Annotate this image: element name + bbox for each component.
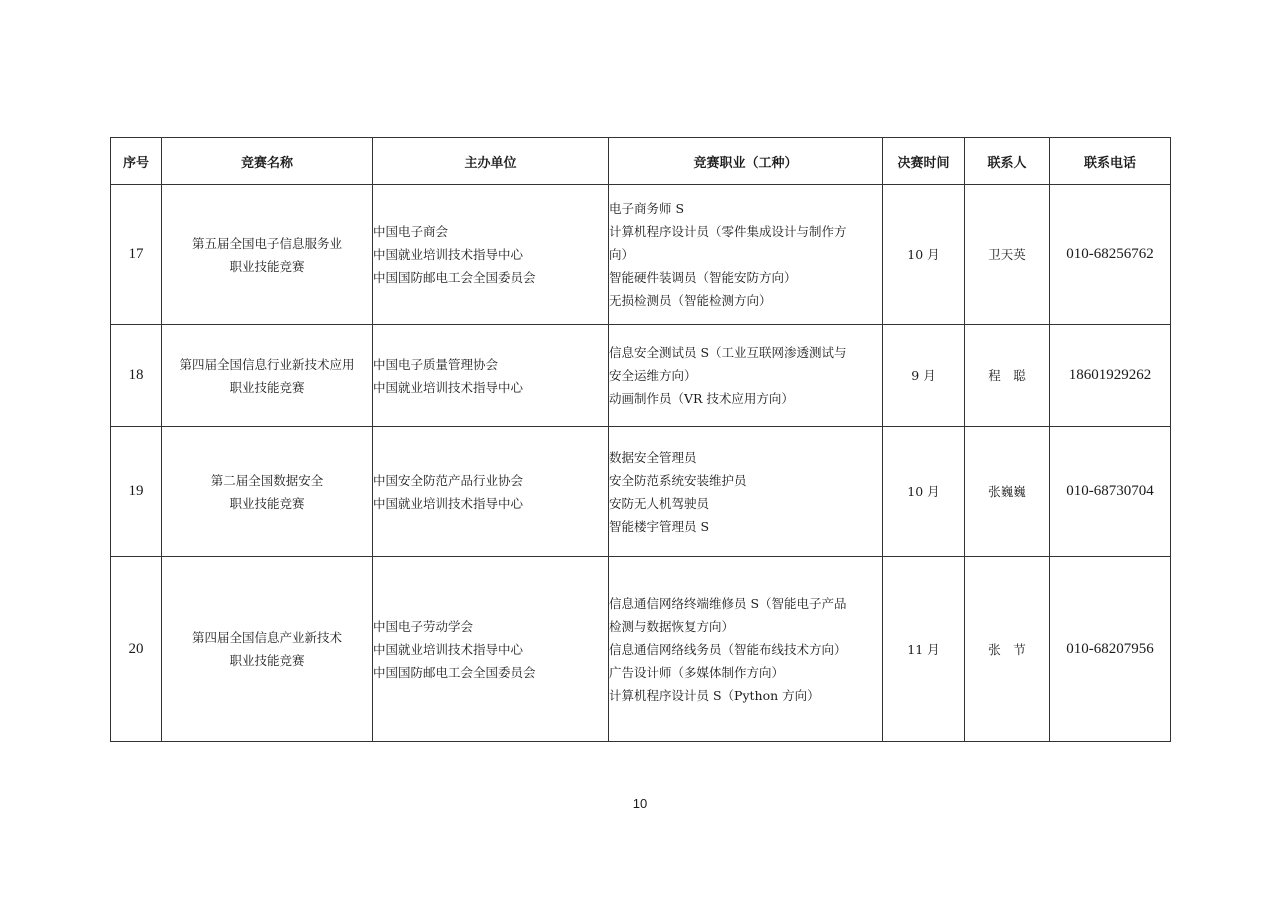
final-time: 11 月: [883, 557, 965, 742]
occupation-list: 信息通信网络终端维修员 S（智能电子产品 检测与数据恢复方向） 信息通信网络线务员（智能布线技术方向） 广告设计师（多媒体制作方向） 计算机程序设计员 S（Python 方向）: [609, 557, 883, 742]
header-final-time: 决赛时间: [883, 138, 965, 185]
table-row: [111, 557, 1171, 742]
header-occupation: 竞赛职业（工种）: [609, 138, 883, 185]
final-time: 10 月: [883, 185, 965, 325]
header-organizer: 主办单位: [373, 138, 609, 185]
table-header-row: [111, 138, 1171, 185]
header-phone: 联系电话: [1050, 138, 1171, 185]
page-number: 10: [632, 796, 648, 811]
header-index: 序号: [111, 138, 162, 185]
row-index: 19: [111, 427, 162, 557]
contact-person: 程 聪: [965, 325, 1050, 427]
organizer-list: 中国安全防范产品行业协会 中国就业培训技术指导中心: [373, 427, 609, 557]
occupation-list: 电子商务师 S 计算机程序设计员（零件集成设计与制作方 向） 智能硬件装调员（智能安防方向） 无损检测员（智能检测方向）: [609, 185, 883, 325]
final-time: 10 月: [883, 427, 965, 557]
organizer-list: 中国电子质量管理协会 中国就业培训技术指导中心: [373, 325, 609, 427]
contact-person: 张巍巍: [965, 427, 1050, 557]
contact-person: 卫天英: [965, 185, 1050, 325]
competition-name: 第五届全国电子信息服务业 职业技能竞赛: [162, 185, 373, 325]
table-row: [111, 325, 1171, 427]
contact-phone: 010-68207956: [1050, 557, 1171, 742]
contact-phone: 18601929262: [1050, 325, 1171, 427]
header-contact: 联系人: [965, 138, 1050, 185]
contact-phone: 010-68730704: [1050, 427, 1171, 557]
final-time: 9 月: [883, 325, 965, 427]
competition-name: 第四届全国信息产业新技术 职业技能竞赛: [162, 557, 373, 742]
contact-phone: 010-68256762: [1050, 185, 1171, 325]
occupation-list: 数据安全管理员 安全防范系统安装维护员 安防无人机驾驶员 智能楼宇管理员 S: [609, 427, 883, 557]
row-index: 18: [111, 325, 162, 427]
row-index: 17: [111, 185, 162, 325]
table-row: [111, 427, 1171, 557]
table-row: [111, 185, 1171, 325]
organizer-list: 中国电子商会 中国就业培训技术指导中心 中国国防邮电工会全国委员会: [373, 185, 609, 325]
competition-name: 第四届全国信息行业新技术应用 职业技能竞赛: [162, 325, 373, 427]
contact-person: 张 节: [965, 557, 1050, 742]
header-competition-name: 竞赛名称: [162, 138, 373, 185]
competition-table: [110, 137, 1171, 742]
occupation-list: 信息安全测试员 S（工业互联网渗透测试与 安全运维方向） 动画制作员（VR 技术应用方向）: [609, 325, 883, 427]
row-index: 20: [111, 557, 162, 742]
competition-name: 第二届全国数据安全 职业技能竞赛: [162, 427, 373, 557]
organizer-list: 中国电子劳动学会 中国就业培训技术指导中心 中国国防邮电工会全国委员会: [373, 557, 609, 742]
